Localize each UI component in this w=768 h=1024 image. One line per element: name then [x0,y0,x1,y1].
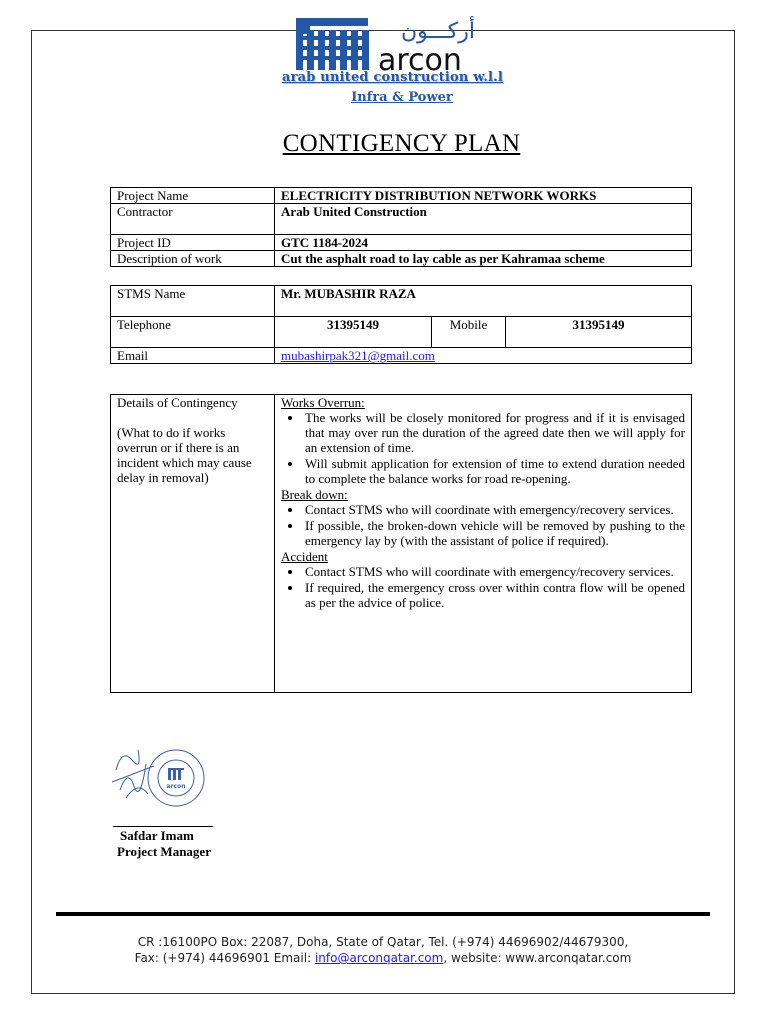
stms-email-link[interactable]: mubashirpak321@gmail.com [281,348,435,363]
contingency-row [111,395,692,693]
list-item: • Contact STMS who will coordinate with emergency/recovery services. [303,564,685,579]
contractor-label: Contractor [111,204,275,235]
project-name-label: Project Name [111,188,275,204]
email-label: Email [111,348,275,364]
company-stamp-icon [108,740,208,812]
mobile-label: Mobile [432,317,506,348]
brand-name: arcon [378,43,462,78]
works-overrun-heading: Works Overrun: [281,395,365,410]
division-line: Infra & Power [351,90,453,105]
project-id-row [111,235,692,251]
telephone-row [111,317,692,348]
signer-role: Project Manager [117,844,211,859]
company-logo [280,14,530,106]
signature-line [113,826,213,827]
contractor-value: Arab United Construction [275,204,692,235]
mobile-value: 31395149 [506,317,692,348]
contingency-sub-label: (What to do if works overrun or if there is an incident which may cause delay in removal) [117,425,252,485]
list-item: • If possible, the broken-down vehicle will be removed by pushing to the emergency lay by (with the assistant of police if required). [303,518,685,548]
company-line: arab united construction w.l.l [282,70,504,85]
works-overrun-list [281,410,685,486]
description-row [111,251,692,267]
project-table [110,187,692,267]
project-name-value: ELECTRICITY DISTRIBUTION NETWORK WORKS [275,188,692,204]
stms-name-label: STMS Name [111,286,275,317]
signer-name: Safdar Imam [120,828,194,843]
footer-website: , website: www.arconqatar.com [443,951,632,965]
stms-name-value: Mr. MUBASHIR RAZA [275,286,692,317]
footer-fax: Fax: (+974) 44696901 Email: [134,951,315,965]
break-down-heading: Break down: [281,487,348,502]
document-title: CONTIGENCY PLAN [282,130,521,157]
list-item: • If required, the emergency cross over within contra flow will be opened as per the advice of police. [303,580,685,610]
stamp-brand: arcon [166,783,186,790]
footer-email-link[interactable]: info@arconqatar.com [314,951,444,965]
project-id-label: Project ID [111,235,275,251]
telephone-value: 31395149 [275,317,432,348]
accident-heading: Accident [281,549,328,564]
description-label: Description of work [111,251,275,267]
telephone-label: Telephone [111,317,275,348]
list-item: • Will submit application for extension of time to extend duration needed to complete the balance works for road re-opening. [303,456,685,486]
footer-address: CR :16100PO Box: 22087, Doha, State of Qatar, Tel. (+974) 44696902/44679300, [137,935,629,949]
stms-table [110,285,692,364]
project-id-value: GTC 1184-2024 [275,235,692,251]
footer-contact-line [60,950,706,966]
project-name-row [111,188,692,204]
arabic-name: أركـــون [400,19,476,44]
contingency-label-cell [111,395,275,693]
break-down-list [281,502,685,548]
footer-rule [56,912,710,916]
accident-list [281,564,685,610]
contingency-details [275,395,692,693]
list-item: • The works will be closely monitored for progress and if it is envisaged that may over run the duration of the agreed date then we will apply for an extension of time. [303,410,685,455]
email-cell [275,348,692,364]
email-row [111,348,692,364]
contingency-table [110,394,692,693]
contractor-row [111,204,692,235]
stms-name-row [111,286,692,317]
list-item: • Contact STMS who will coordinate with emergency/recovery services. [303,502,685,517]
footer [60,934,706,966]
contingency-label: Details of Contingency [117,395,238,410]
description-value: Cut the asphalt road to lay cable as per Kahramaa scheme [275,251,692,267]
